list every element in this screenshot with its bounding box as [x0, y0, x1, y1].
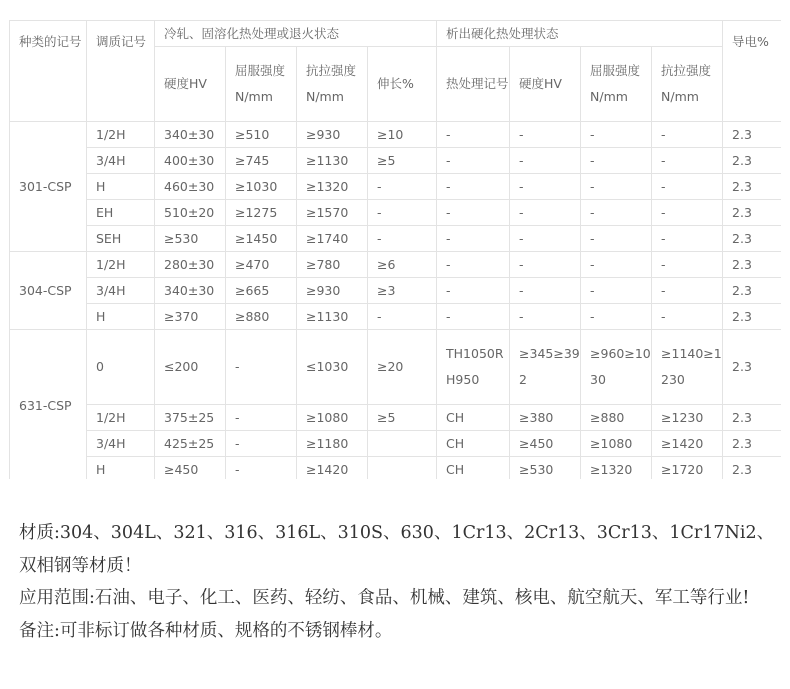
table-cell: 510±20 — [155, 200, 226, 226]
spec-table — [9, 20, 781, 479]
table-cell: ≥6 — [368, 252, 437, 278]
table-cell: - — [652, 252, 723, 278]
table-cell: ≤200 — [155, 330, 226, 405]
table-cell: 340±30 — [155, 122, 226, 148]
table-cell: ≥5 — [368, 405, 437, 431]
table-cell: ≥880 — [581, 405, 652, 431]
table-cell: 2.3 — [723, 304, 781, 330]
table-cell: - — [581, 226, 652, 252]
table-cell: - — [368, 226, 437, 252]
table-cell: - — [581, 252, 652, 278]
table-cell: - — [368, 200, 437, 226]
table-cell: - — [652, 148, 723, 174]
table-cell: ≥370 — [155, 304, 226, 330]
table-cell: ≥20 — [368, 330, 437, 405]
table-cell: ≥1030 — [226, 174, 297, 200]
table-cell: ≥1420 — [652, 431, 723, 457]
table-cell: 2.3 — [723, 252, 781, 278]
kind-cell: 304-CSP — [10, 252, 87, 330]
table-cell: - — [652, 174, 723, 200]
table-cell: 2.3 — [723, 122, 781, 148]
table-row — [10, 252, 782, 278]
table-cell: CH — [437, 457, 510, 480]
table-row — [10, 226, 782, 252]
table-row — [10, 457, 782, 480]
table-cell: 2.3 — [723, 431, 781, 457]
table-row — [10, 330, 782, 405]
table-cell: CH — [437, 431, 510, 457]
table-cell: ≥1130 — [297, 148, 368, 174]
table-cell: 3/4H — [87, 148, 155, 174]
table-cell: 460±30 — [155, 174, 226, 200]
table-cell: 400±30 — [155, 148, 226, 174]
table-cell: - — [581, 304, 652, 330]
table-cell: 2.3 — [723, 405, 781, 431]
table-cell: - — [581, 122, 652, 148]
table-cell: 425±25 — [155, 431, 226, 457]
table-cell: ≥345≥392 — [510, 330, 581, 405]
table-cell: - — [510, 174, 581, 200]
table-cell: ≥450 — [510, 431, 581, 457]
table-cell: ≥5 — [368, 148, 437, 174]
table-cell: 2.3 — [723, 174, 781, 200]
table-cell: - — [581, 200, 652, 226]
table-cell: 340±30 — [155, 278, 226, 304]
table-cell: ≥1080 — [581, 431, 652, 457]
table-cell: - — [652, 226, 723, 252]
product-notes — [19, 517, 779, 647]
table-cell: - — [510, 200, 581, 226]
table-cell: 1/2H — [87, 122, 155, 148]
table-cell: ≥1320 — [581, 457, 652, 480]
table-cell: ≥960≥1030 — [581, 330, 652, 405]
material-note: 材质:304、304L、321、316、316L、310S、630、1Cr13、2Cr13、3Cr13、1Cr17Ni2、双相钢等材质！ — [19, 523, 775, 576]
table-cell: 2.3 — [723, 457, 781, 480]
table-cell: 2.3 — [723, 200, 781, 226]
table-row — [10, 148, 782, 174]
table-cell: - — [226, 431, 297, 457]
table-cell: ≥930 — [297, 122, 368, 148]
table-cell: ≥1180 — [297, 431, 368, 457]
table-cell: 280±30 — [155, 252, 226, 278]
table-cell: - — [510, 304, 581, 330]
table-cell: ≥1420 — [297, 457, 368, 480]
table-cell: - — [510, 148, 581, 174]
table-cell: ≥1320 — [297, 174, 368, 200]
table-cell: - — [368, 304, 437, 330]
table-cell — [368, 457, 437, 480]
header-kind: 种类的记号 — [10, 21, 87, 122]
table-cell: ≥1740 — [297, 226, 368, 252]
table-cell: ≥665 — [226, 278, 297, 304]
header-temper: 调质记号 — [87, 21, 155, 122]
table-cell: ≥470 — [226, 252, 297, 278]
header-group-cold: 冷轧、固溶化热处理或退火状态 — [155, 21, 437, 47]
table-cell: ≥10 — [368, 122, 437, 148]
table-cell: ≥880 — [226, 304, 297, 330]
table-cell: - — [581, 174, 652, 200]
header-precip-yield: 屈服强度N/mm — [581, 47, 652, 122]
table-cell: EH — [87, 200, 155, 226]
table-cell: TH1050RH950 — [437, 330, 510, 405]
table-cell: 2.3 — [723, 148, 781, 174]
table-row — [10, 200, 782, 226]
header-group-precip: 析出硬化热处理状态 — [437, 21, 723, 47]
table-cell: ≥1570 — [297, 200, 368, 226]
table-cell: ≥450 — [155, 457, 226, 480]
header-conductivity: 导电% — [723, 21, 781, 122]
application-note: 应用范围:石油、电子、化工、医药、轻纺、食品、机械、建筑、核电、航空航天、军工等行业! — [19, 588, 750, 608]
table-cell: - — [652, 122, 723, 148]
spec-table-container — [9, 20, 781, 479]
table-cell: CH — [437, 405, 510, 431]
table-cell: ≥530 — [155, 226, 226, 252]
table-cell: 3/4H — [87, 431, 155, 457]
table-cell: 1/2H — [87, 252, 155, 278]
table-cell — [368, 431, 437, 457]
table-row — [10, 431, 782, 457]
header-hardness: 硬度HV — [155, 47, 226, 122]
table-cell: - — [437, 148, 510, 174]
table-cell: 2.3 — [723, 278, 781, 304]
header-heat-code: 热处理记号 — [437, 47, 510, 122]
header-precip-hardness: 硬度HV — [510, 47, 581, 122]
table-cell: 2.3 — [723, 330, 781, 405]
table-cell: H — [87, 304, 155, 330]
table-row — [10, 174, 782, 200]
table-cell: - — [226, 457, 297, 480]
table-cell: - — [226, 405, 297, 431]
table-cell: - — [437, 226, 510, 252]
table-cell: - — [226, 330, 297, 405]
table-cell: ≥1080 — [297, 405, 368, 431]
table-cell: - — [437, 304, 510, 330]
header-elongation: 伸长% — [368, 47, 437, 122]
table-cell: ≥3 — [368, 278, 437, 304]
table-cell: ≥1720 — [652, 457, 723, 480]
table-cell: - — [652, 278, 723, 304]
table-cell: - — [437, 278, 510, 304]
table-cell: ≥1140≥1230 — [652, 330, 723, 405]
table-row — [10, 304, 782, 330]
table-cell: - — [510, 252, 581, 278]
table-cell: - — [652, 304, 723, 330]
header-tensile: 抗拉强度N/mm — [297, 47, 368, 122]
table-cell: ≥530 — [510, 457, 581, 480]
table-row — [10, 405, 782, 431]
table-cell: H — [87, 457, 155, 480]
table-cell: 2.3 — [723, 226, 781, 252]
table-cell: - — [510, 226, 581, 252]
table-cell: ≥930 — [297, 278, 368, 304]
table-cell: ≤1030 — [297, 330, 368, 405]
kind-cell: 301-CSP — [10, 122, 87, 252]
table-cell: ≥1130 — [297, 304, 368, 330]
table-cell: ≥1275 — [226, 200, 297, 226]
remark-note: 备注:可非标订做各种材质、规格的不锈钢棒材。 — [19, 620, 393, 641]
table-cell: - — [437, 200, 510, 226]
table-cell: - — [510, 278, 581, 304]
table-cell: - — [510, 122, 581, 148]
table-cell: - — [437, 252, 510, 278]
table-cell: 3/4H — [87, 278, 155, 304]
table-cell: 0 — [87, 330, 155, 405]
table-cell: - — [652, 200, 723, 226]
table-cell: - — [437, 174, 510, 200]
header-precip-tensile: 抗拉强度N/mm — [652, 47, 723, 122]
table-row — [10, 122, 782, 148]
table-cell: ≥745 — [226, 148, 297, 174]
table-cell: - — [437, 122, 510, 148]
header-yield: 屈服强度N/mm — [226, 47, 297, 122]
table-cell: SEH — [87, 226, 155, 252]
table-cell: - — [368, 174, 437, 200]
table-cell: ≥380 — [510, 405, 581, 431]
table-cell: ≥780 — [297, 252, 368, 278]
table-cell: 1/2H — [87, 405, 155, 431]
table-cell: - — [581, 278, 652, 304]
table-cell: ≥1230 — [652, 405, 723, 431]
kind-cell: 631-CSP — [10, 330, 87, 480]
table-cell: - — [581, 148, 652, 174]
table-cell: 375±25 — [155, 405, 226, 431]
table-cell: H — [87, 174, 155, 200]
table-row — [10, 278, 782, 304]
table-cell: ≥510 — [226, 122, 297, 148]
table-cell: ≥1450 — [226, 226, 297, 252]
